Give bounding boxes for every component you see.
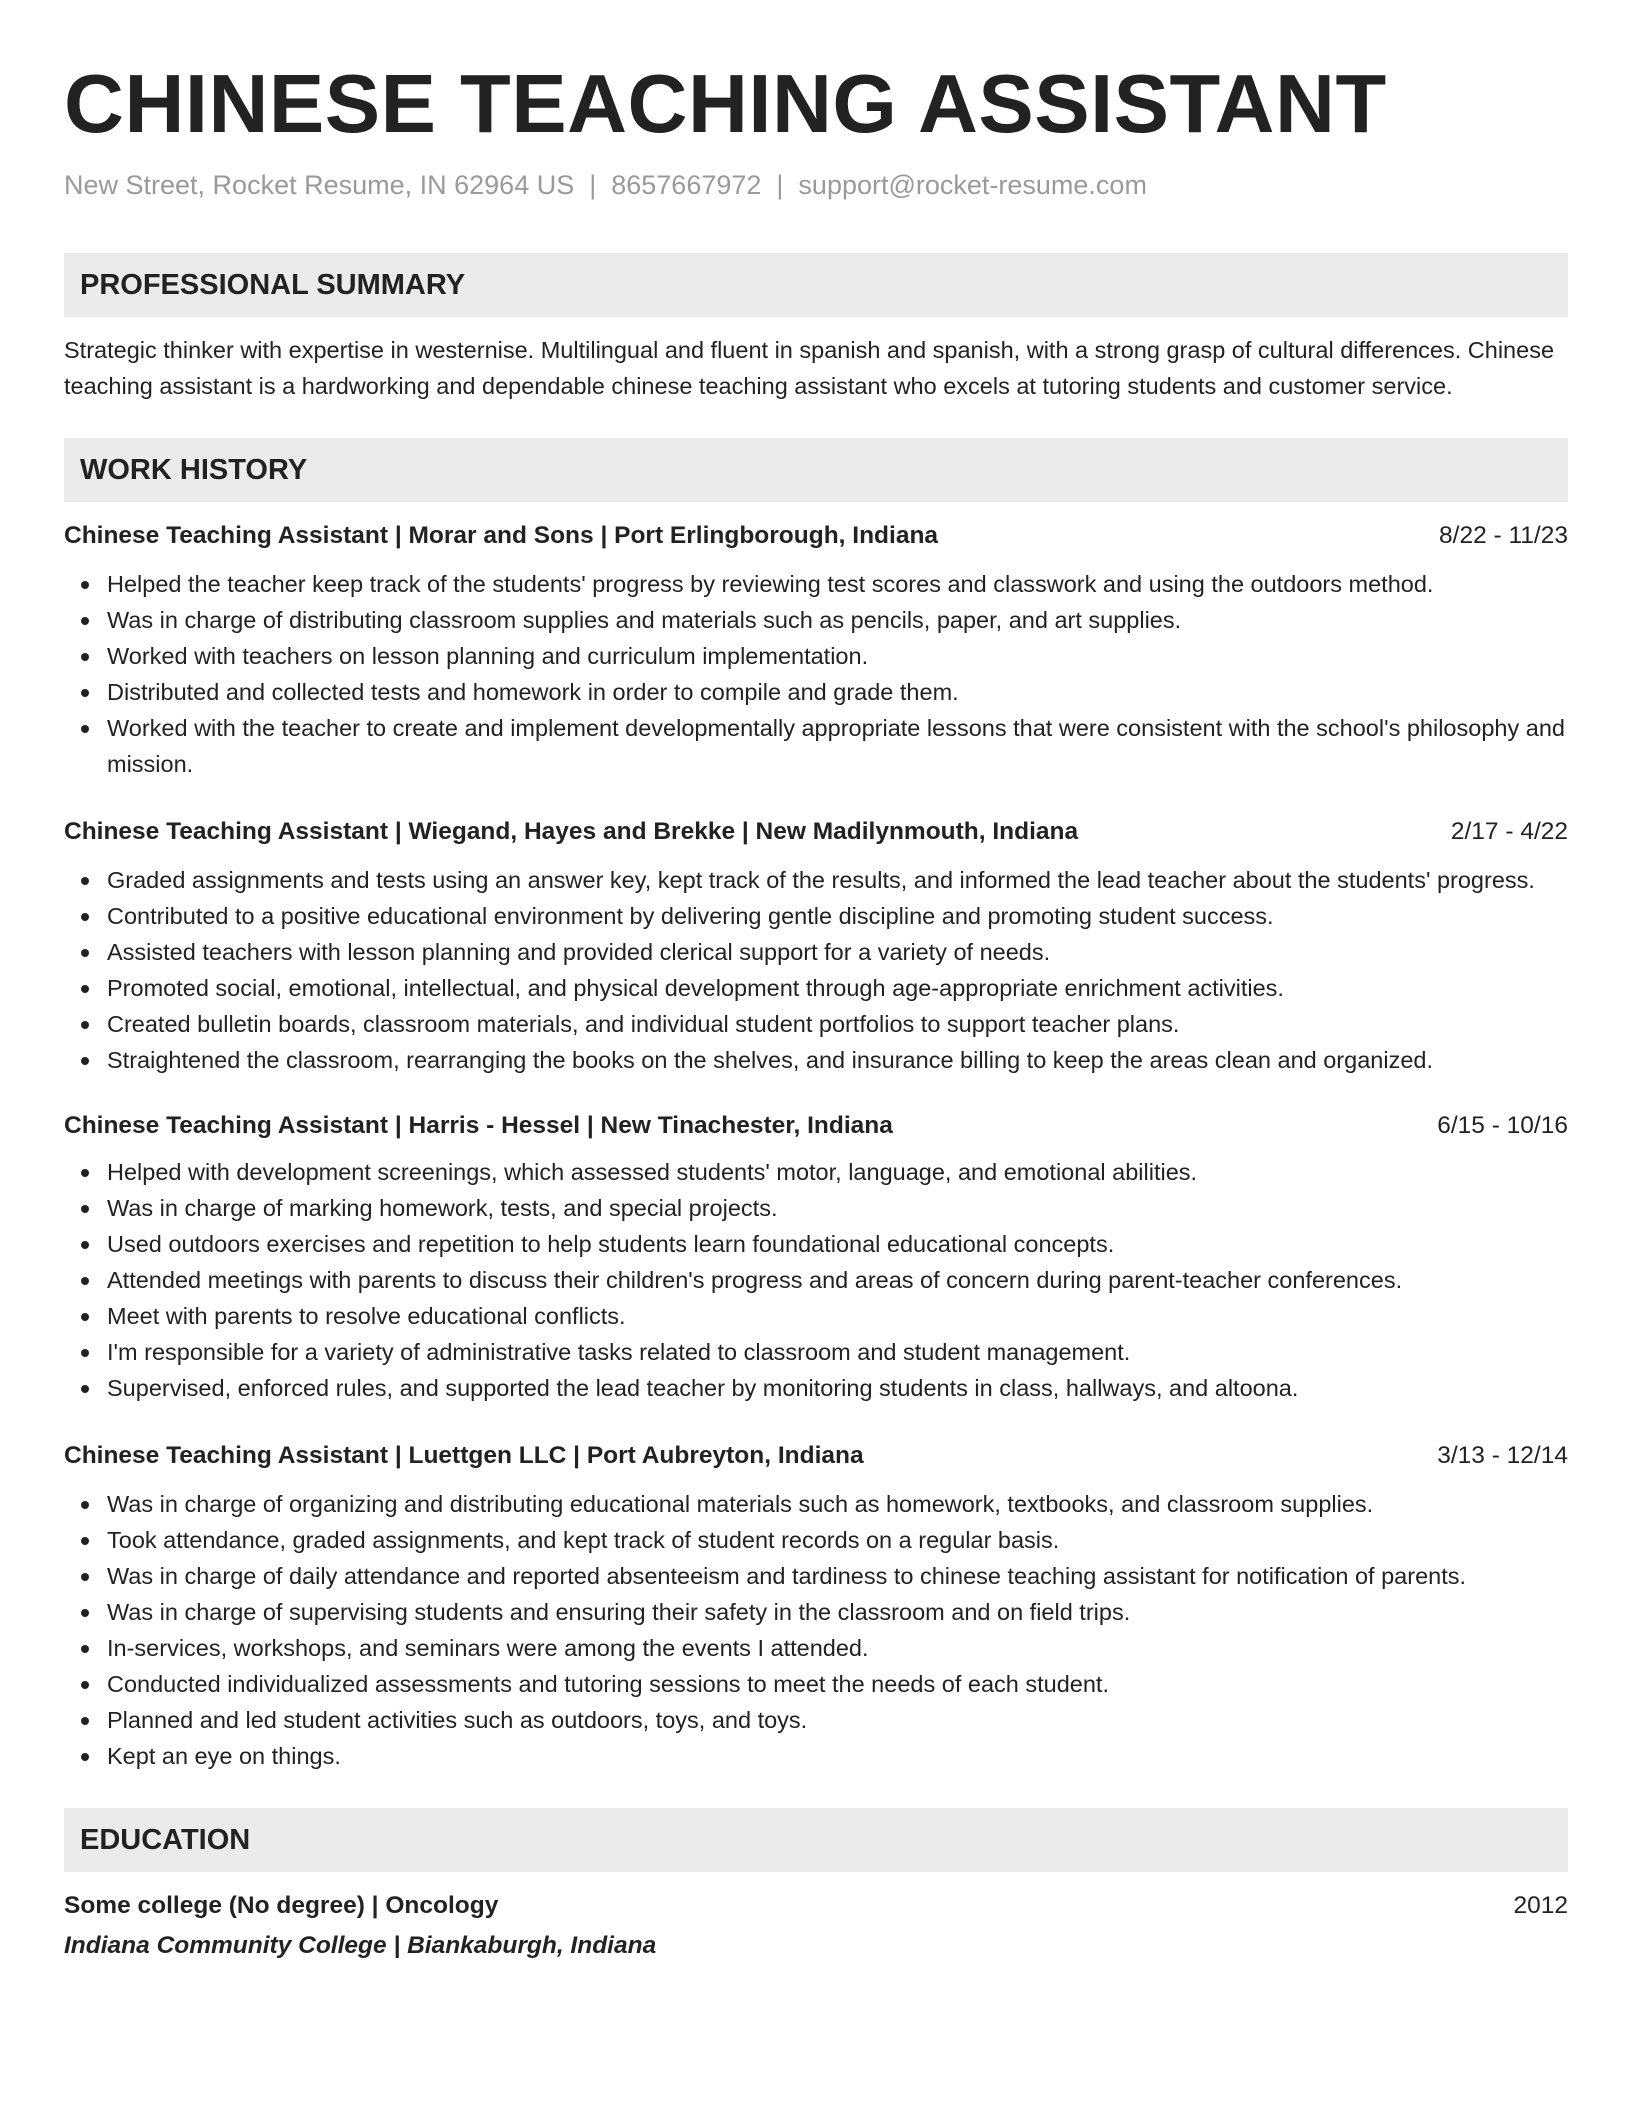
- job-bullet: Took attendance, graded assignments, and kept track of student records on a regular basis.: [64, 1522, 1568, 1558]
- education-header: [64, 1890, 1568, 1922]
- job-bullet: Helped with development screenings, which assessed students' motor, language, and emotional abilities.: [64, 1154, 1568, 1190]
- summary-text: Strategic thinker with expertise in westernise. Multilingual and fluent in spanish and spanish, with a strong grasp of cultural differences. Chinese teaching assistant is a hardworking and dependable chinese teaching assistant who excels at tutoring students and customer service.: [64, 337, 1555, 399]
- job-bullet: Supervised, enforced rules, and supported the lead teacher by monitoring students in class, hallways, and altoona.: [64, 1370, 1568, 1406]
- job-bullet: Contributed to a positive educational environment by delivering gentle discipline and promoting student success.: [64, 898, 1568, 934]
- job-dates: 8/22 - 11/23: [1439, 522, 1568, 549]
- job-title: Chinese Teaching Assistant | Harris - Hessel | New Tinachester, Indiana: [64, 1112, 893, 1139]
- job-dates: 6/15 - 10/16: [1437, 1112, 1568, 1139]
- contact-phone: 8657667972: [611, 170, 762, 200]
- job-header: [64, 1110, 1568, 1142]
- job-bullet: Distributed and collected tests and homework in order to compile and grade them.: [64, 674, 1568, 710]
- section-heading-work: WORK HISTORY: [64, 438, 1568, 502]
- job-bullet: Was in charge of organizing and distributing educational materials such as homework, textbooks, and classroom supplies.: [64, 1486, 1568, 1522]
- job-bullet: In-services, workshops, and seminars were among the events I attended.: [64, 1630, 1568, 1666]
- contact-separator: |: [776, 170, 784, 200]
- job-title: Chinese Teaching Assistant | Morar and Sons | Port Erlingborough, Indiana: [64, 522, 939, 549]
- job-entry: [64, 1110, 1568, 1406]
- job-bullet: Straightened the classroom, rearranging the books on the shelves, and insurance billing to keep the areas clean and organized.: [64, 1042, 1568, 1078]
- job-bullets: [64, 1154, 1568, 1406]
- job-title: Chinese Teaching Assistant | Luettgen LLC | Port Aubreyton, Indiana: [64, 1442, 864, 1469]
- contact-line: [64, 169, 1568, 201]
- resume-name: CHINESE TEACHING ASSISTANT: [64, 57, 1387, 150]
- section-heading-summary: PROFESSIONAL SUMMARY: [64, 253, 1568, 317]
- section-heading-education: EDUCATION: [64, 1808, 1568, 1872]
- job-entry: [64, 816, 1568, 1078]
- job-entry: [64, 1440, 1568, 1774]
- job-bullet: Meet with parents to resolve educational conflicts.: [64, 1298, 1568, 1334]
- job-bullet: Was in charge of supervising students and ensuring their safety in the classroom and on field trips.: [64, 1594, 1568, 1630]
- job-bullet: Planned and led student activities such as outdoors, toys, and toys.: [64, 1702, 1568, 1738]
- job-bullet: Was in charge of marking homework, tests, and special projects.: [64, 1190, 1568, 1226]
- education-year: 2012: [1513, 1892, 1568, 1919]
- job-bullet: Was in charge of daily attendance and reported absenteeism and tardiness to chinese teaching assistant for notification of parents.: [64, 1558, 1568, 1594]
- contact-email: support@rocket-resume.com: [798, 170, 1147, 200]
- job-bullets: [64, 862, 1568, 1078]
- education-school: Indiana Community College | Biankaburgh, Indiana: [64, 1932, 657, 1959]
- job-bullets: [64, 1486, 1568, 1774]
- education-degree: Some college (No degree) | Oncology: [64, 1892, 499, 1919]
- job-bullet: Worked with teachers on lesson planning and curriculum implementation.: [64, 638, 1568, 674]
- contact-address: New Street, Rocket Resume, IN 62964 US: [64, 170, 575, 200]
- job-bullet: Graded assignments and tests using an answer key, kept track of the results, and informed the lead teacher about the students' progress.: [64, 862, 1568, 898]
- job-dates: 2/17 - 4/22: [1450, 818, 1568, 845]
- job-bullet: Created bulletin boards, classroom materials, and individual student portfolios to support teacher plans.: [64, 1006, 1568, 1042]
- job-bullet: Attended meetings with parents to discuss their children's progress and areas of concern during parent-teacher conferences.: [64, 1262, 1568, 1298]
- job-header: [64, 520, 1568, 552]
- job-bullet: Used outdoors exercises and repetition to help students learn foundational educational concepts.: [64, 1226, 1568, 1262]
- job-bullet: Worked with the teacher to create and implement developmentally appropriate lessons that were consistent with the school's philosophy and mission.: [64, 710, 1568, 782]
- job-bullet: Helped the teacher keep track of the students' progress by reviewing test scores and classwork and using the outdoors method.: [64, 566, 1568, 602]
- job-entry: [64, 520, 1568, 782]
- job-bullet: Conducted individualized assessments and tutoring sessions to meet the needs of each student.: [64, 1666, 1568, 1702]
- job-header: [64, 1440, 1568, 1472]
- job-title: Chinese Teaching Assistant | Wiegand, Hayes and Brekke | New Madilynmouth, Indiana: [64, 818, 1079, 845]
- job-bullet: I'm responsible for a variety of administrative tasks related to classroom and student management.: [64, 1334, 1568, 1370]
- job-bullet: Promoted social, emotional, intellectual, and physical development through age-appropriate enrichment activities.: [64, 970, 1568, 1006]
- contact-separator: |: [589, 170, 597, 200]
- job-header: [64, 816, 1568, 848]
- job-bullet: Assisted teachers with lesson planning and provided clerical support for a variety of needs.: [64, 934, 1568, 970]
- job-bullets: [64, 566, 1568, 782]
- job-bullet: Kept an eye on things.: [64, 1738, 1568, 1774]
- job-dates: 3/13 - 12/14: [1437, 1442, 1568, 1469]
- job-bullet: Was in charge of distributing classroom supplies and materials such as pencils, paper, and art supplies.: [64, 602, 1568, 638]
